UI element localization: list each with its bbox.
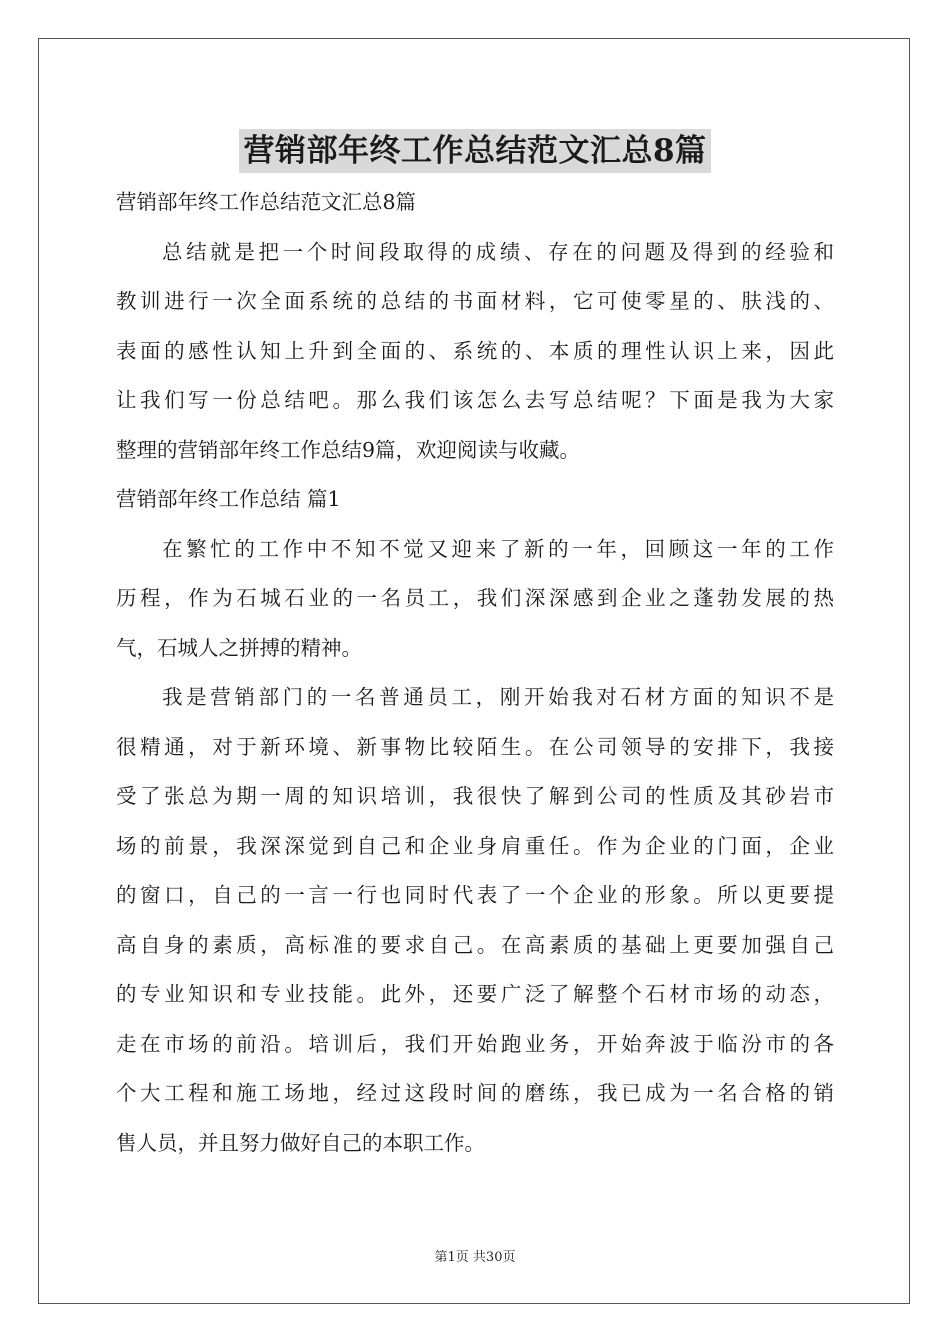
paragraph-line: 我是营销部门的一名普通员工，刚开始我对石材方面的知识不是: [162, 685, 834, 709]
paragraph-line: 售人员，并且努力做好自己的本职工作。: [116, 1130, 485, 1155]
paragraph-line: 走在市场的前沿。培训后，我们开始跑业务，开始奔波于临汾市的各: [116, 1031, 834, 1056]
paragraph-line: 的专业知识和专业技能。此外，还要广泛了解整个石材市场的动态，: [116, 982, 834, 1006]
paragraph-line: 教训进行一次全面系统的总结的书面材料，它可使零星的、肤浅的、: [116, 289, 834, 313]
document-body: [116, 178, 834, 1168]
paragraph-line: 场的前景，我深深觉到自己和企业身肩重任。作为企业的门面，企业: [116, 833, 834, 858]
paragraph-line: 的窗口，自己的一言一行也同时代表了一个企业的形象。所以更要提: [116, 883, 834, 907]
paragraph-line: 很精通，对于新环境、新事物比较陌生。在公司领导的安排下，我接: [116, 734, 834, 759]
paragraph-line: 表面的感性认知上升到全面的、系统的、本质的理性认识上来，因此: [116, 338, 834, 363]
section-heading: 营销部年终工作总结 篇1: [116, 487, 341, 511]
paragraph-line: 气，石城人之拼搏的精神。: [116, 635, 362, 660]
paragraph-line: 让我们写一份总结吧。那么我们该怎么去写总结呢？下面是我为大家: [116, 388, 834, 412]
paragraph-line: 在繁忙的工作中不知不觉又迎来了新的一年，回顾这一年的工作: [162, 536, 834, 561]
paragraph-line: 总结就是把一个时间段取得的成绩、存在的问题及得到的经验和: [162, 239, 834, 264]
document-title-text: 营销部年终工作总结范文汇总8篇: [239, 129, 710, 173]
document-title: [0, 126, 950, 174]
paragraph-line: 高自身的素质，高标准的要求自己。在高素质的基础上更要加强自己: [116, 932, 834, 957]
paragraph-line: 受了张总为期一周的知识培训，我很快了解到公司的性质及其砂岩市: [116, 784, 834, 808]
paragraph-line: 整理的营销部年终工作总结9篇，欢迎阅读与收藏。: [116, 437, 581, 462]
paragraph-line: 历程，作为石城石业的一名员工，我们深深感到企业之蓬勃发展的热: [116, 586, 834, 610]
section-heading: 营销部年终工作总结范文汇总8篇: [116, 190, 417, 214]
paragraph-line: 个大工程和施工场地，经过这段时间的磨练，我已成为一名合格的销: [116, 1081, 834, 1105]
page-number: 第1页 共30页: [434, 1250, 516, 1265]
